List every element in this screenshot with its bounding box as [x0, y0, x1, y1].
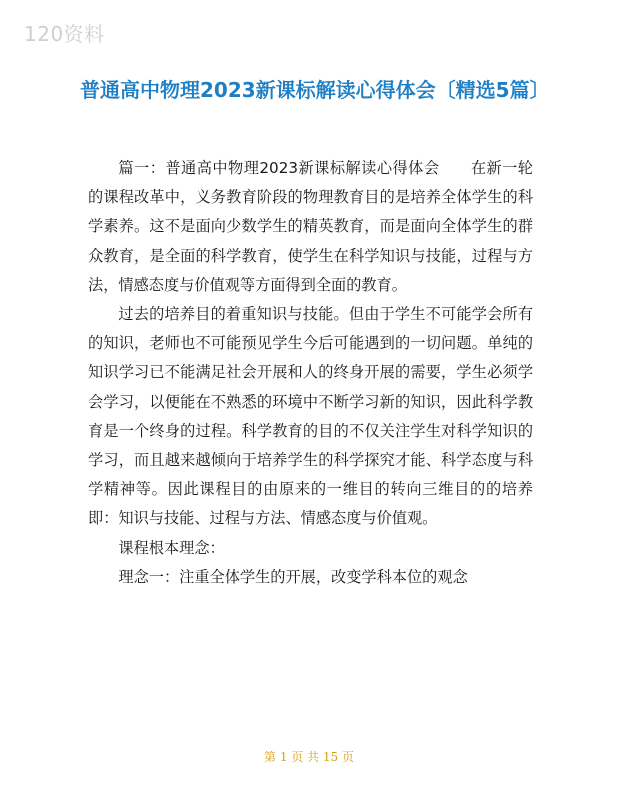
paragraph-past-goals: 过去的培养目的着重知识与技能。但由于学生不可能学会所有的知识，老师也不可能预见学生今后可能遇到的一切问题。单纯的知识学习已不能满足社会开展和人的终身开展的需要，学生必须学会学习，以便能在不熟悉的环境中不断学习新的知识，因此科学教育是一个终身的过程。科学教育的目的不仅关注学生对科学知识的学习，而且越来越倾向于培养学生的科学探究才能、科学态度与科学精神等。因此课程目的由原来的一维目的转向三维目的的培养即：知识与技能、过程与方法、情感态度与价值观。 — [88, 305, 533, 528]
watermark-logo: 120资料 — [24, 22, 105, 46]
document-title: 普通高中物理2023新课标解读心得体会〔精选5篇〕 — [80, 78, 550, 102]
paragraph-concept-one: 理念一：注重全体学生的开展，改变学科本位的观念 — [118, 567, 468, 586]
page-number-footer: 第 1 页 共 15 页 — [264, 750, 354, 764]
document-body — [88, 154, 533, 592]
paragraph-intro: 篇一：普通高中物理2023新课标解读心得体会 在新一轮的课程改革中，义务教育阶段的物理教育目的是培养全体学生的科学素养。这不是面向少数学生的精英教育，而是面向全体学生的群众教育，是全面的科学教育，使学生在科学知识与技能，过程与方法，情感态度与价值观等方面得到全面的教育。 — [88, 159, 533, 294]
paragraph-basic-concepts-heading: 课程根本理念： — [118, 538, 225, 557]
